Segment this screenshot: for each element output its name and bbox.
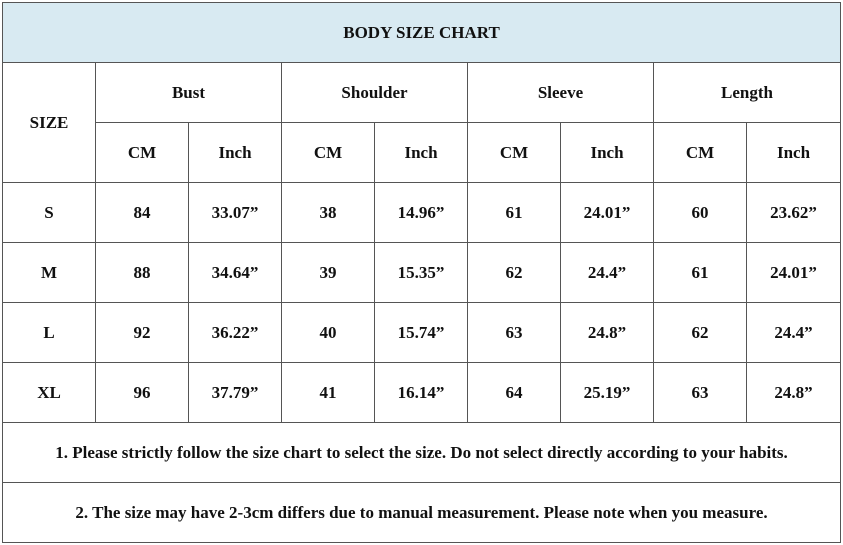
size-label: M <box>3 243 96 303</box>
note-2: 2. The size may have 2-3cm differs due to manual measurement. Please note when you measure. <box>3 483 841 543</box>
size-chart-table <box>2 2 841 543</box>
size-label: L <box>3 303 96 363</box>
unit-header: CM <box>96 123 189 183</box>
note-row <box>3 423 841 483</box>
table-cell: 24.8” <box>561 303 654 363</box>
table-cell: 84 <box>96 183 189 243</box>
note-1: 1. Please strictly follow the size chart to select the size. Do not select directly according to your habits. <box>3 423 841 483</box>
table-cell: 24.4” <box>747 303 841 363</box>
table-cell: 62 <box>468 243 561 303</box>
table-cell: 34.64” <box>189 243 282 303</box>
table-row <box>3 243 841 303</box>
table-row <box>3 363 841 423</box>
unit-header: Inch <box>747 123 841 183</box>
unit-header: CM <box>468 123 561 183</box>
table-cell: 88 <box>96 243 189 303</box>
unit-header: Inch <box>375 123 468 183</box>
table-cell: 23.62” <box>747 183 841 243</box>
unit-header: Inch <box>189 123 282 183</box>
group-header-bust: Bust <box>96 63 282 123</box>
size-label: S <box>3 183 96 243</box>
table-cell: 41 <box>282 363 375 423</box>
table-cell: 36.22” <box>189 303 282 363</box>
table-cell: 38 <box>282 183 375 243</box>
group-header-length: Length <box>654 63 841 123</box>
table-row <box>3 303 841 363</box>
size-label: XL <box>3 363 96 423</box>
group-header-shoulder: Shoulder <box>282 63 468 123</box>
table-cell: 60 <box>654 183 747 243</box>
table-cell: 63 <box>468 303 561 363</box>
group-header-sleeve: Sleeve <box>468 63 654 123</box>
size-column-header: SIZE <box>3 63 96 183</box>
table-cell: 92 <box>96 303 189 363</box>
table-cell: 61 <box>468 183 561 243</box>
table-cell: 16.14” <box>375 363 468 423</box>
table-cell: 37.79” <box>189 363 282 423</box>
table-cell: 24.01” <box>561 183 654 243</box>
table-cell: 15.74” <box>375 303 468 363</box>
table-cell: 25.19” <box>561 363 654 423</box>
note-row <box>3 483 841 543</box>
table-row <box>3 183 841 243</box>
table-cell: 61 <box>654 243 747 303</box>
table-cell: 96 <box>96 363 189 423</box>
table-cell: 62 <box>654 303 747 363</box>
table-cell: 63 <box>654 363 747 423</box>
title-row <box>3 3 841 63</box>
unit-header: Inch <box>561 123 654 183</box>
table-cell: 24.01” <box>747 243 841 303</box>
table-cell: 33.07” <box>189 183 282 243</box>
table-cell: 64 <box>468 363 561 423</box>
table-cell: 15.35” <box>375 243 468 303</box>
group-header-row <box>3 63 841 123</box>
unit-header: CM <box>654 123 747 183</box>
unit-header-row <box>3 123 841 183</box>
table-cell: 40 <box>282 303 375 363</box>
unit-header: CM <box>282 123 375 183</box>
table-cell: 24.8” <box>747 363 841 423</box>
table-cell: 39 <box>282 243 375 303</box>
chart-title: BODY SIZE CHART <box>3 3 841 63</box>
table-cell: 24.4” <box>561 243 654 303</box>
table-cell: 14.96” <box>375 183 468 243</box>
